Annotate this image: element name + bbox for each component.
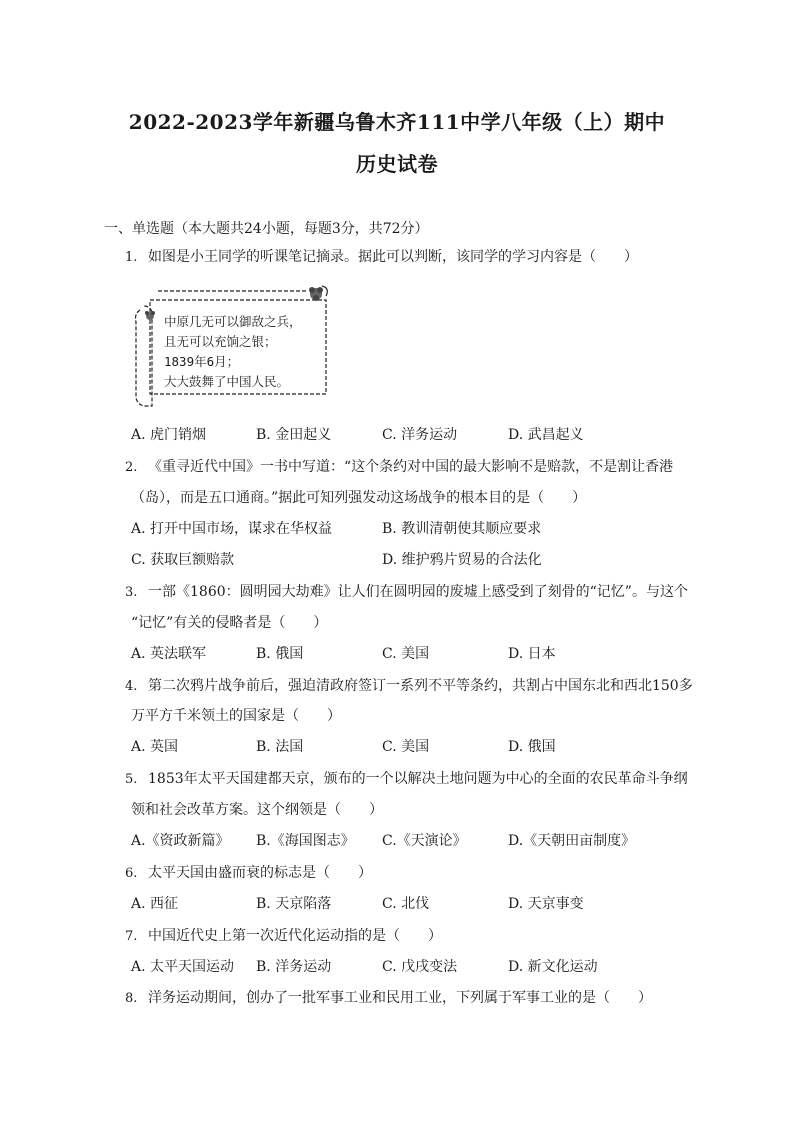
- flower-icon: [309, 287, 323, 301]
- question-text: 中国近代史上第一次近代化运动指的是（ ）: [148, 928, 442, 944]
- option-a[interactable]: A. 太平天国运动: [131, 959, 235, 975]
- question-number: 3.: [125, 585, 138, 600]
- option-b[interactable]: B.《海国图志》: [256, 833, 355, 849]
- exam-title-line1: 2022-2023学年新疆乌鲁木齐111中学八年级（上）期中: [128, 110, 666, 134]
- question-number: 8.: [125, 991, 138, 1006]
- question-text: 1853年太平天国建都天京，颁布的一个以解决土地问题为中心的全面的农民革命斗争纲: [148, 771, 688, 787]
- question-text: 一部《1860：圆明园大劫难》让人们在圆明园的废墟上感受到了刻骨的“记忆”。与这个: [148, 584, 688, 600]
- note-line: 1839年6月；: [164, 354, 240, 369]
- option-c[interactable]: C. 北伐: [382, 896, 430, 912]
- question-number: 2.: [125, 460, 138, 475]
- option-d[interactable]: D. 天京事变: [508, 896, 584, 912]
- option-d[interactable]: D. 新文化运动: [508, 959, 598, 975]
- option-b[interactable]: B. 洋务运动: [256, 959, 332, 975]
- note-line: 中原几无可以御敌之兵，: [164, 314, 302, 329]
- question-text: 领和社会改革方案。这个纲领是（ ）: [131, 802, 383, 818]
- option-d[interactable]: D. 维护鸦片贸易的合法化: [382, 552, 542, 568]
- question-number: 1.: [125, 250, 138, 265]
- option-b[interactable]: B. 法国: [256, 739, 304, 755]
- option-a[interactable]: A.《资政新篇》: [131, 833, 230, 849]
- option-d[interactable]: D. 俄国: [508, 739, 556, 755]
- option-b[interactable]: B. 教训清朝使其顺应要求: [382, 521, 542, 537]
- option-d[interactable]: D.《天朝田亩制度》: [508, 833, 636, 849]
- note-line: 且无可以充饷之银；: [164, 334, 277, 349]
- option-c[interactable]: C. 美国: [382, 739, 430, 755]
- question-text: 《重寻近代中国》一书中写道：“这个条约对中国的最大影响不是赔款，不是割让香港: [148, 459, 674, 475]
- option-c[interactable]: C.《天演论》: [382, 833, 467, 849]
- question-number: 4.: [125, 679, 138, 694]
- option-c[interactable]: C. 获取巨额赔款: [131, 552, 235, 568]
- option-d[interactable]: D. 日本: [508, 646, 556, 662]
- question-text: 如图是小王同学的听课笔记摘录。据此可以判断，该同学的学习内容是（ ）: [148, 249, 638, 265]
- option-a[interactable]: A. 英国: [131, 739, 179, 755]
- option-a[interactable]: A. 打开中国市场，谋求在华权益: [131, 521, 333, 537]
- option-c[interactable]: C. 美国: [382, 646, 430, 662]
- question-text: 万平方千米领土的国家是（ ）: [131, 708, 341, 724]
- question-number: 7.: [125, 929, 138, 944]
- question-text: （岛），而是五口通商。”据此可知列强发动这场战争的根本目的是（ ）: [131, 490, 587, 506]
- option-c[interactable]: C. 洋务运动: [382, 427, 458, 443]
- question-number: 6.: [125, 866, 138, 881]
- question-text: 洋务运动期间，创办了一批军事工业和民用工业，下列属于军事工业的是（ ）: [148, 990, 652, 1006]
- option-d[interactable]: D. 武昌起义: [508, 427, 584, 443]
- option-b[interactable]: B. 天京陷落: [256, 896, 332, 912]
- flower-icon: [145, 311, 155, 320]
- option-a[interactable]: A. 虎门销烟: [131, 427, 207, 443]
- option-a[interactable]: A. 西征: [131, 896, 179, 912]
- question-text: 太平天国由盛而衰的标志是（ ）: [148, 865, 372, 881]
- exam-title-line2: 历史试卷: [356, 152, 438, 176]
- option-b[interactable]: B. 金田起义: [256, 427, 332, 443]
- question-number: 5.: [125, 772, 138, 787]
- section-heading: 一、单选题（本大题共24小题，每题3分，共72分）: [104, 221, 429, 237]
- question-text: 第二次鸦片战争前后，强迫清政府签订一系列不平等条约，共割占中国东北和西北150多: [148, 678, 693, 694]
- note-line: 大大鼓舞了中国人民。: [164, 374, 290, 389]
- option-b[interactable]: B. 俄国: [256, 646, 304, 662]
- question-text: “记忆”有关的侵略者是（ ）: [131, 615, 328, 631]
- option-a[interactable]: A. 英法联军: [131, 646, 207, 662]
- option-c[interactable]: C. 戊戌变法: [382, 959, 458, 975]
